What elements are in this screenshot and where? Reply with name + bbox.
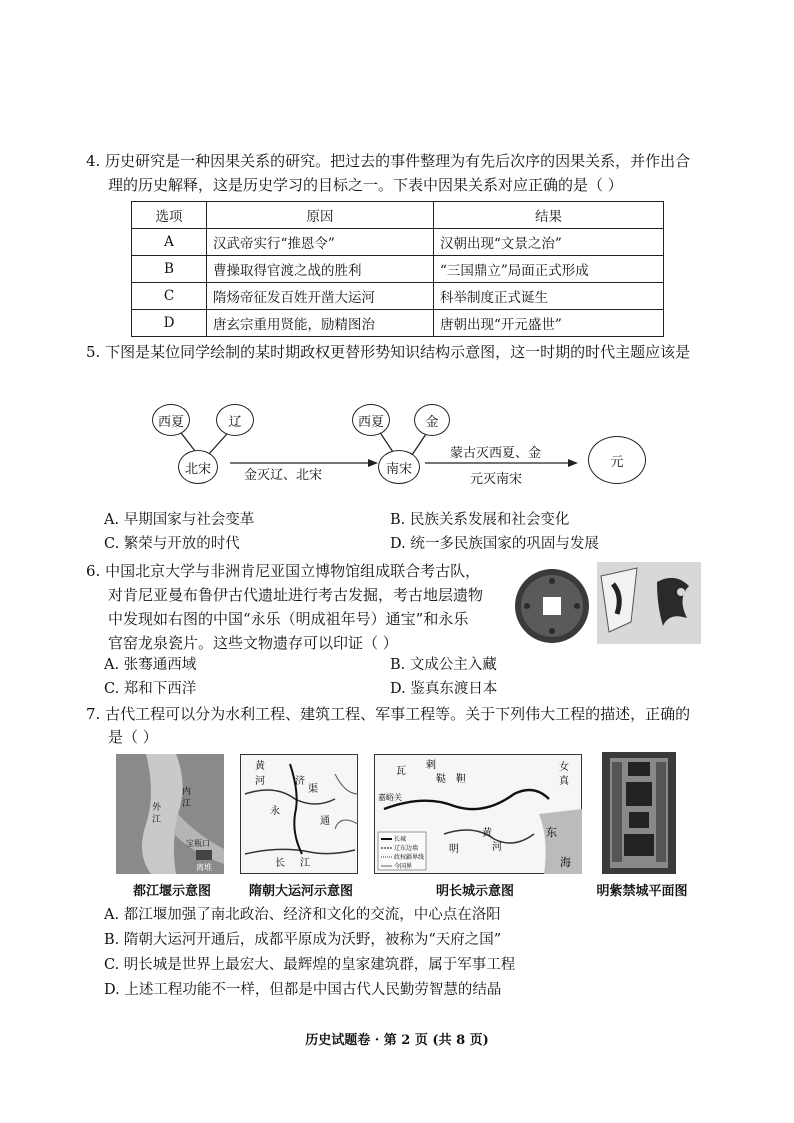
table-row — [132, 310, 664, 337]
map3-legend: 长城 — [394, 836, 407, 843]
map3-label: 鞑 — [436, 774, 446, 785]
arrow2-label-top: 蒙古灭西夏、金 — [450, 446, 542, 461]
table-row — [132, 229, 664, 256]
table-cell: B — [132, 256, 207, 283]
map3-label: 河 — [492, 842, 502, 853]
q6-stem-line1: 6. 中国北京大学与非洲肯尼亚国立博物馆组成联合考古队， — [86, 562, 481, 580]
map1-label: 宝瓶口 — [186, 839, 210, 848]
node-xixia-2: 西夏 — [352, 404, 390, 436]
map2-label: 永 — [270, 806, 280, 817]
map1-label: 内 — [182, 787, 192, 797]
grand-canal-map — [240, 754, 358, 874]
q6-option-a[interactable]: A. 张骞通西域 — [104, 657, 197, 673]
caption-grand-canal: 隋朝大运河示意图 — [248, 884, 353, 899]
map2-label: 渠 — [308, 784, 318, 795]
caption-great-wall: 明长城示意图 — [435, 884, 514, 899]
map2-label: 河 — [255, 776, 265, 787]
caption-forbidden-city: 明紫禁城平面图 — [596, 884, 688, 899]
map1-label: 离堆 — [196, 863, 212, 872]
map3-label: 靼 — [456, 774, 466, 785]
table-cell: 汉武帝实行“推恩令” — [207, 229, 434, 256]
table-cell: 科举制度正式诞生 — [434, 283, 664, 310]
q7-stem-line1: 7. 古代工程可以分为水利工程、建筑工程、军事工程等。关于下列伟大工程的描述，正确的 — [86, 705, 691, 723]
q6-option-c[interactable]: C. 郑和下西洋 — [104, 681, 197, 697]
map3-label: 海 — [560, 856, 571, 869]
q4-stem-line2: 理的历史解释，这是历史学习的目标之一。下表中因果关系对应正确的是（ ） — [108, 176, 623, 194]
table-header-row — [132, 202, 664, 229]
node-liao: 辽 — [216, 404, 254, 436]
map3-legend: 今国界 — [394, 863, 413, 870]
q7-stem-line2: 是（ ） — [108, 728, 158, 746]
node-beisong: 北宋 — [178, 450, 218, 484]
q5-option-a[interactable]: A. 早期国家与社会变革 — [104, 512, 255, 528]
table-cell: 汉朝出现“文景之治” — [434, 229, 664, 256]
q5-option-d[interactable]: D. 统一多民族国家的巩固与发展 — [390, 536, 599, 552]
map2-label: 江 — [300, 858, 310, 869]
map3-label: 东 — [546, 826, 557, 839]
node-xixia: 西夏 — [152, 404, 190, 436]
forbidden-city-plan — [602, 752, 676, 874]
q7-option-a[interactable]: A. 都江堰加强了南北政治、经济和文化的交流，中心点在洛阳 — [104, 907, 501, 923]
map3-legend: 辽东边墙 — [394, 845, 419, 852]
map3-label: 女 — [559, 762, 569, 773]
node-nansong: 南宋 — [378, 450, 420, 484]
map3-legend: 政权疆界线 — [394, 854, 425, 861]
q4-table — [131, 201, 664, 337]
porcelain-shard-image — [597, 562, 701, 644]
q7-option-d[interactable]: D. 上述工程功能不一样，但都是中国古代人民勤劳智慧的结晶 — [104, 982, 502, 998]
map3-label: 剌 — [426, 760, 436, 771]
table-cell: 隋炀帝征发百姓开凿大运河 — [207, 283, 434, 310]
map2-label: 黄 — [255, 761, 265, 772]
table-header: 结果 — [434, 202, 664, 229]
q6-option-b[interactable]: B. 文成公主入藏 — [390, 657, 497, 673]
table-cell: 唐玄宗重用贤能，励精图治 — [207, 310, 434, 337]
table-cell: C — [132, 283, 207, 310]
table-cell: D — [132, 310, 207, 337]
map1-label: 江 — [152, 815, 162, 825]
node-jin: 金 — [414, 404, 450, 436]
map2-label: 济 — [295, 776, 305, 787]
dujiangyan-map — [116, 754, 224, 874]
q6-stem-line4: 官窑龙泉瓷片。这些文物遗存可以印证（ ） — [108, 634, 398, 652]
q5-stem: 5. 下图是某位同学绘制的某时期政权更替形势知识结构示意图，这一时期的时代主题应该是 — [86, 343, 691, 361]
table-cell: 唐朝出现“开元盛世” — [434, 310, 664, 337]
caption-dujiangyan: 都江堰示意图 — [132, 884, 211, 899]
map3-label: 瓦 — [396, 766, 406, 777]
table-cell: “三国鼎立”局面正式形成 — [434, 256, 664, 283]
map3-label: 真 — [559, 776, 569, 787]
q6-stem-line3: 中发现如右图的中国“永乐（明成祖年号）通宝”和永乐 — [108, 610, 469, 628]
table-row — [132, 256, 664, 283]
map2-label: 通 — [320, 816, 330, 827]
map3-label: 明 — [449, 844, 459, 855]
table-row — [132, 283, 664, 310]
q7-option-b[interactable]: B. 隋朝大运河开通后，成都平原成为沃野，被称为“天府之国” — [104, 932, 502, 948]
arrow1-label: 金灭辽、北宋 — [244, 468, 323, 483]
q7-option-c[interactable]: C. 明长城是世界上最宏大、最辉煌的皇家建筑群，属于军事工程 — [104, 957, 516, 973]
q5-option-b[interactable]: B. 民族关系发展和社会变化 — [390, 512, 570, 528]
q6-option-d[interactable]: D. 鉴真东渡日本 — [390, 681, 498, 697]
coin-image — [512, 566, 592, 646]
page-footer: 历史试题卷 · 第 2 页 (共 8 页) — [305, 1033, 489, 1048]
table-cell: 曹操取得官渡之战的胜利 — [207, 256, 434, 283]
q5-option-c[interactable]: C. 繁荣与开放的时代 — [104, 536, 240, 552]
great-wall-map — [374, 754, 582, 874]
table-cell: A — [132, 229, 207, 256]
q4-stem-line1: 4. 历史研究是一种因果关系的研究。把过去的事件整理为有先后次序的因果关系，并作出合 — [86, 152, 691, 170]
table-header: 选项 — [132, 202, 207, 229]
table-header: 原因 — [207, 202, 434, 229]
map3-label: 黄 — [482, 828, 492, 839]
map1-label: 江 — [182, 799, 192, 809]
node-yuan: 元 — [588, 436, 646, 484]
arrow2-label-bottom: 元灭南宋 — [470, 472, 523, 487]
map2-label: 长 — [275, 858, 285, 869]
q6-stem-line2: 对肯尼亚曼布鲁伊古代遗址进行考古发掘，考古地层遗物 — [108, 586, 484, 604]
map3-label: 嘉峪关 — [378, 793, 402, 802]
map1-label: 外 — [152, 803, 162, 813]
